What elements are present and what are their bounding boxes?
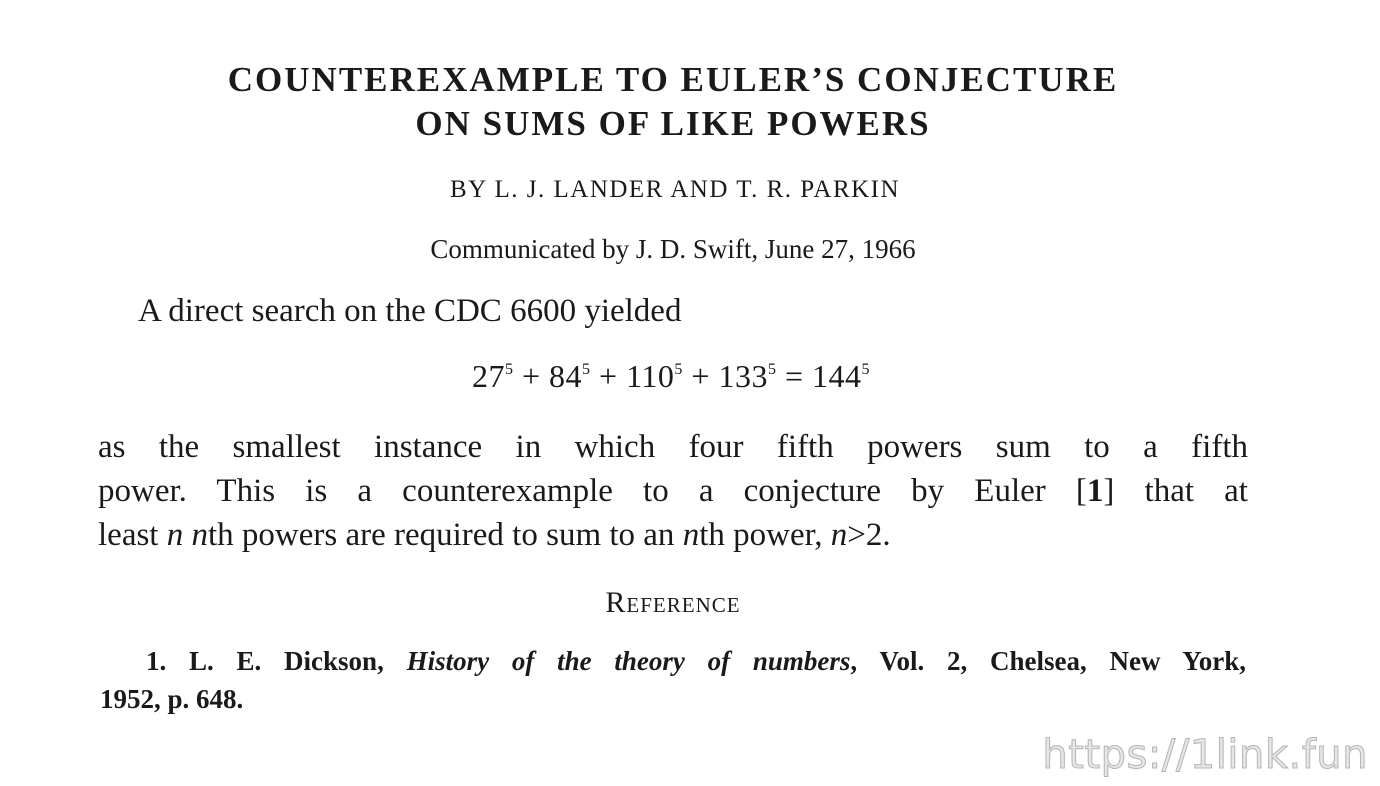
variable-n-4: n [830,517,848,553]
body-line-2 [98,469,1248,513]
body-line-1: as the smallest instance in which four fifth powers sum to a fifth [98,429,1248,465]
reference-author: L. E. Dickson, [166,646,407,676]
variable-n-2: n [191,517,208,553]
author-byline: BY L. J. LANDER AND T. R. PARKIN [449,176,901,203]
paper-title-line-2: ON SUMS OF LIKE POWERS [415,104,931,143]
euler-counterexample-equation [0,358,1342,395]
equation-term-1: 27 [472,358,505,394]
equation-exponent-5: 5 [861,361,870,378]
body-line-2-end: that at [1114,473,1248,509]
body-line-3 [98,513,1248,557]
body-line-3-end: >2. [847,517,891,553]
communicated-line: Communicated by J. D. Swift, June 27, 1966 [430,234,916,264]
reference-book-title: History of the theory of numbers [406,646,851,676]
equation-term-3: 110 [626,358,675,394]
equation-term-4: 133 [718,358,768,394]
citation-close-bracket: ] [1103,473,1115,509]
body-paragraph [98,425,1248,557]
body-line-2-start: power. This is a counterexample to a conjecture by Euler [98,473,1076,509]
reference-line-1 [100,642,1246,680]
plus-sign-1: + [522,358,541,394]
equation-exponent-1: 5 [505,361,514,378]
citation-open-bracket: [ [1075,473,1087,509]
plus-sign-3: + [691,358,710,394]
equation-exponent-3: 5 [674,361,683,378]
reference-number: 1. [146,646,167,676]
reference-publisher: , Vol. 2, Chelsea, New York, [850,646,1246,676]
body-line-3-start: least [98,517,167,553]
reference-heading: Reference [605,586,741,619]
citation-number[interactable]: 1 [1086,473,1104,509]
variable-n-1: n [166,517,184,553]
equals-sign: = [784,358,804,394]
reference-entry [100,642,1246,718]
equation-exponent-2: 5 [582,361,591,378]
reference-line-2: 1952, p. 648. [100,684,244,714]
variable-n-3: n [682,517,700,553]
equation-result: 144 [812,358,862,394]
watermark-url: https://1link.fun [1042,732,1368,778]
intro-sentence: A direct search on the CDC 6600 yielded [138,293,682,329]
equation-exponent-4: 5 [767,361,777,378]
equation-term-2: 84 [549,358,583,394]
paper-title-line-1: COUNTEREXAMPLE TO EULER’S CONJECTURE [227,60,1119,99]
plus-sign-2: + [599,358,618,394]
body-line-3-mid2: th power, [699,517,831,553]
body-line-3-mid: th powers are required to sum to an [207,517,683,553]
